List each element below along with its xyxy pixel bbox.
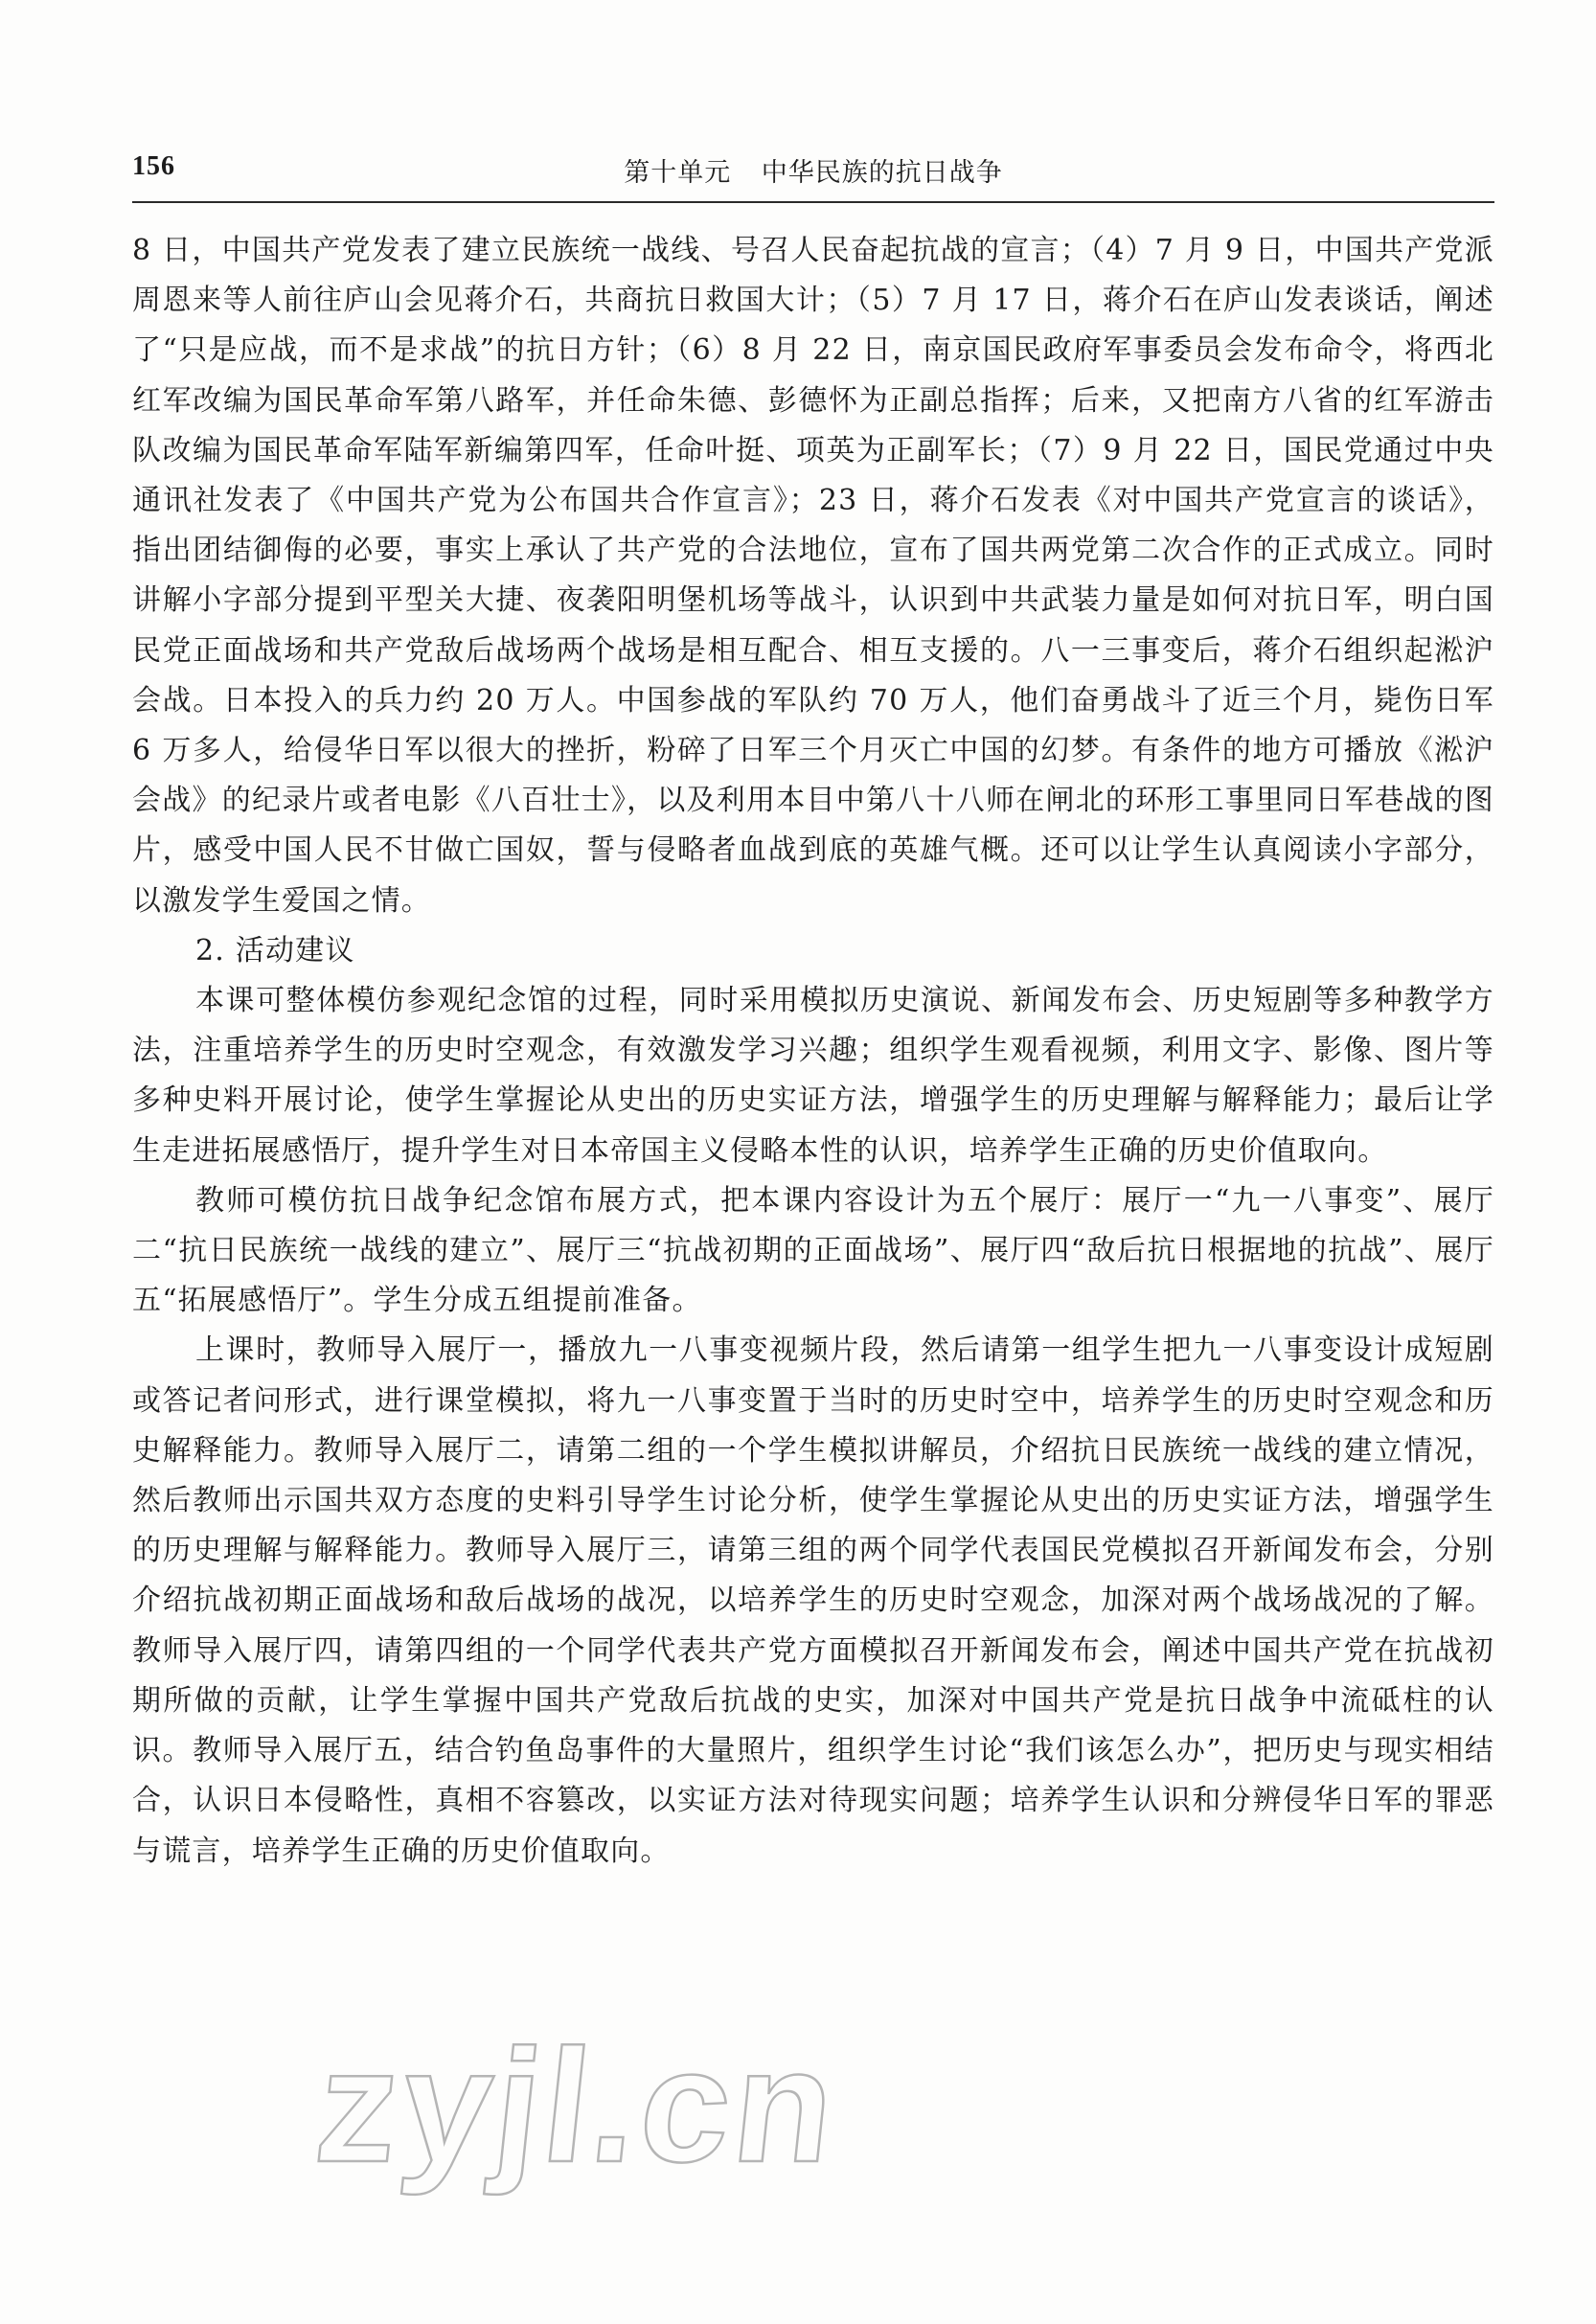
paragraph-continued: 8 日，中国共产党发表了建立民族统一战线、号召人民奋起抗战的宣言；（4）7 月 9 日，中国共产党派周恩来等人前往庐山会见蒋介石，共商抗日救国大计；（5）7 月 17 日，蒋介石在庐山发表谈话，阐述了“只是应战，而不是求战”的抗日方针；（6）8 月 22 日，南京国民政府军事委员会发布命令，将西北红军改编为国民革命军第八路军，并任命朱德、彭德怀为正副总指挥；后来，又把南方八省的红军游击队改编为国民革命军陆军新编第四军，任命叶挺、项英为正副军长；（7）9 月 22 日，国民党通过中央通讯社发表了《中国共产党为公布国共合作宣言》；23 日，蒋介石发表《对中国共产党宣言的谈话》，指出团结御侮的必要，事实上承认了共产党的合法地位，宣布了国共两党第二次合作的正式成立。同时讲解小字部分提到平型关大捷、夜袭阳明堡机场等战斗，认识到中共武装力量是如何对抗日军，明白国民党正面战场和共产党敌后战场两个战场是相互配合、相互支援的。八一三事变后，蒋介石组织起淞沪会战。日本投入的兵力约 20 万人。中国参战的军队约 70 万人，他们奋勇战斗了近三个月，毙伤日军 6 万多人，给侵华日军以很大的挫折，粉碎了日军三个月灭亡中国的幻梦。有条件的地方可播放《淞沪会战》的纪录片或者电影《八百壮士》，以及利用本目中第八十八师在闸北的环形工事里同日军巷战的图片，感受中国人民不甘做亡国奴，誓与侵略者血战到底的英雄气概。还可以让学生认真阅读小字部分，以激发学生爱国之情。 bbox=[132, 234, 1494, 918]
page-number: 156 bbox=[132, 151, 175, 181]
paragraph: 上课时，教师导入展厅一，播放九一八事变视频片段，然后请第一组学生把九一八事变设计成短剧或答记者问形式，进行课堂模拟，将九一八事变置于当时的历史时空中，培养学生的历史时空观念和历史解释能力。教师导入展厅二，请第二组的一个学生模拟讲解员，介绍抗日民族统一战线的建立情况，然后教师出示国共双方态度的史料引导学生讨论分析，使学生掌握论从史出的历史实证方法，增强学生的历史理解与解释能力。教师导入展厅三，请第三组的两个同学代表国民党模拟召开新闻发布会，分别介绍抗战初期正面战场和敌后战场的战况，以培养学生的历史时空观念，加深对两个战场战况的了解。教师导入展厅四，请第四组的一个同学代表共产党方面模拟召开新闻发布会，阐述中国共产党在抗战初期所做的贡献，让学生掌握中国共产党敌后抗战的史实，加深对中国共产党是抗日战争中流砥柱的认识。教师导入展厅五，结合钓鱼岛事件的大量照片，组织学生讨论“我们该怎么办”，把历史与现实相结合，认识日本侵略性，真相不容篡改，以实证方法对待现实问题；培养学生认识和分辨侵华日军的罪恶与谎言，培养学生正确的历史价值取向。 bbox=[132, 1333, 1494, 1868]
section-heading: 2. 活动建议 bbox=[195, 933, 355, 968]
page-header bbox=[132, 144, 1494, 203]
paragraph: 教师可模仿抗日战争纪念馆布展方式，把本课内容设计为五个展厅：展厅一“九一八事变”、展厅二“抗日民族统一战线的建立”、展厅三“抗战初期的正面战场”、展厅四“敌后抗日根据地的抗战”、展厅五“拓展感悟厅”。学生分成五组提前准备。 bbox=[132, 1183, 1494, 1318]
running-title: 第十单元 中华民族的抗日战争 bbox=[624, 158, 1003, 188]
paragraph: 本课可整体模仿参观纪念馆的过程，同时采用模拟历史演说、新闻发布会、历史短剧等多种教学方法，注重培养学生的历史时空观念，有效激发学习兴趣；组织学生观看视频，利用文字、影像、图片等多种史料开展讨论，使学生掌握论从史出的历史实证方法，增强学生的历史理解与解释能力；最后让学生走进拓展感悟厅，提升学生对日本帝国主义侵略本性的认识，培养学生正确的历史价值取向。 bbox=[132, 984, 1494, 1168]
body-text bbox=[132, 226, 1494, 1877]
watermark: zyjl.cn bbox=[308, 2016, 847, 2196]
